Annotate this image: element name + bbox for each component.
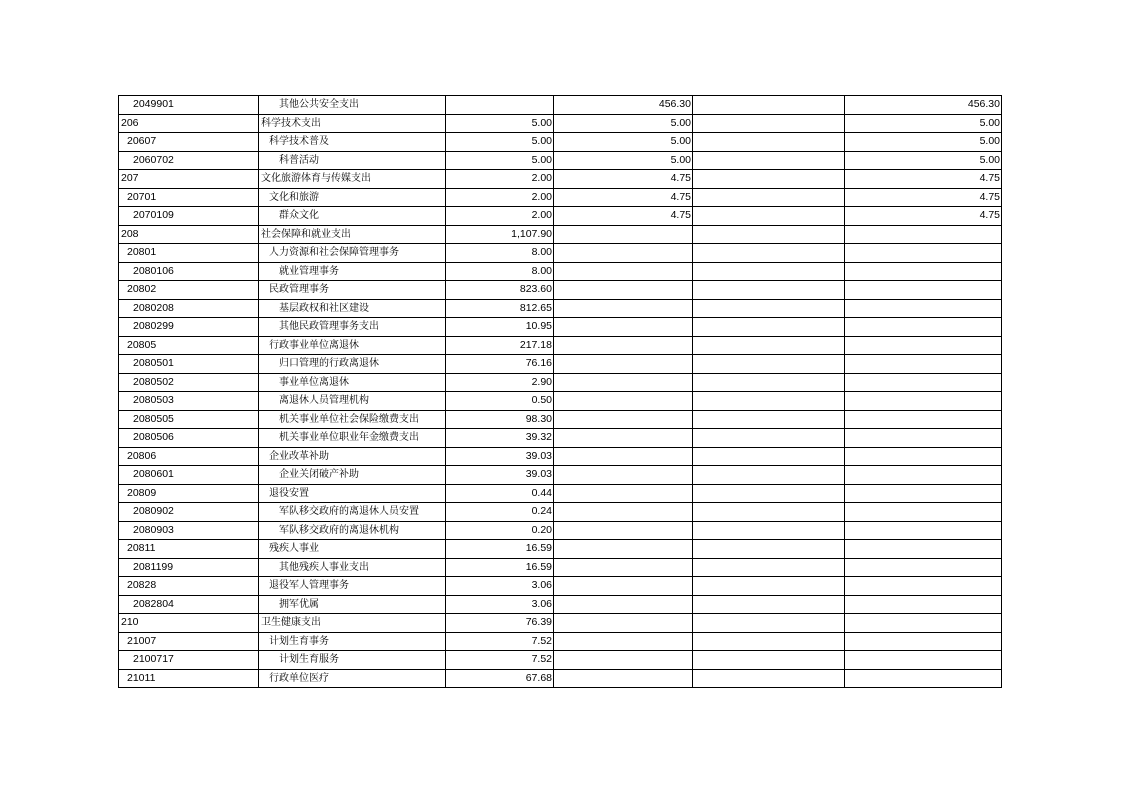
amount-col4-cell: 4.75	[845, 188, 1002, 207]
amount-col4-cell	[845, 614, 1002, 633]
amount-col1-cell: 0.44	[446, 484, 554, 503]
amount-col3-cell	[693, 447, 845, 466]
amount-col3-cell	[693, 170, 845, 189]
amount-col3-cell	[693, 558, 845, 577]
amount-col1-cell: 217.18	[446, 336, 554, 355]
amount-col1-cell: 39.32	[446, 429, 554, 448]
account-code-cell: 2081199	[119, 558, 259, 577]
table-row	[119, 392, 1002, 411]
table-row	[119, 133, 1002, 152]
amount-col4-cell	[845, 466, 1002, 485]
account-name-cell: 企业改革补助	[259, 447, 446, 466]
amount-col4-cell	[845, 429, 1002, 448]
amount-col2-cell: 4.75	[554, 207, 693, 226]
amount-col1-cell: 2.00	[446, 170, 554, 189]
amount-col2-cell: 456.30	[554, 96, 693, 115]
account-name-cell: 拥军优属	[259, 595, 446, 614]
amount-col2-cell	[554, 429, 693, 448]
amount-col2-cell	[554, 558, 693, 577]
amount-col2-cell	[554, 299, 693, 318]
amount-col2-cell	[554, 336, 693, 355]
account-name-cell: 就业管理事务	[259, 262, 446, 281]
table-row	[119, 503, 1002, 522]
account-code-cell: 20701	[119, 188, 259, 207]
account-code-cell: 2080503	[119, 392, 259, 411]
table-row	[119, 262, 1002, 281]
table-row	[119, 355, 1002, 374]
amount-col2-cell	[554, 447, 693, 466]
amount-col4-cell	[845, 669, 1002, 688]
amount-col2-cell	[554, 577, 693, 596]
account-name-cell: 群众文化	[259, 207, 446, 226]
amount-col1-cell: 10.95	[446, 318, 554, 337]
amount-col4-cell	[845, 651, 1002, 670]
amount-col1-cell: 5.00	[446, 151, 554, 170]
account-name-cell: 基层政权和社区建设	[259, 299, 446, 318]
amount-col2-cell	[554, 392, 693, 411]
amount-col2-cell	[554, 595, 693, 614]
table-row	[119, 188, 1002, 207]
amount-col4-cell: 4.75	[845, 170, 1002, 189]
account-code-cell: 20828	[119, 577, 259, 596]
amount-col4-cell	[845, 558, 1002, 577]
amount-col3-cell	[693, 577, 845, 596]
amount-col4-cell: 5.00	[845, 133, 1002, 152]
amount-col4-cell	[845, 373, 1002, 392]
amount-col3-cell	[693, 151, 845, 170]
amount-col2-cell	[554, 373, 693, 392]
account-name-cell: 机关事业单位职业年金缴费支出	[259, 429, 446, 448]
account-name-cell: 科普活动	[259, 151, 446, 170]
amount-col3-cell	[693, 540, 845, 559]
amount-col1-cell: 2.00	[446, 188, 554, 207]
amount-col4-cell	[845, 299, 1002, 318]
amount-col3-cell	[693, 669, 845, 688]
amount-col1-cell: 76.16	[446, 355, 554, 374]
amount-col4-cell	[845, 595, 1002, 614]
account-name-cell: 军队移交政府的离退休人员安置	[259, 503, 446, 522]
account-code-cell: 2080505	[119, 410, 259, 429]
amount-col2-cell	[554, 669, 693, 688]
amount-col2-cell	[554, 521, 693, 540]
amount-col4-cell	[845, 355, 1002, 374]
table-row	[119, 207, 1002, 226]
table-row	[119, 577, 1002, 596]
table-row	[119, 632, 1002, 651]
account-name-cell: 其他公共安全支出	[259, 96, 446, 115]
account-code-cell: 21011	[119, 669, 259, 688]
amount-col4-cell	[845, 410, 1002, 429]
account-code-cell: 2080903	[119, 521, 259, 540]
table-row	[119, 558, 1002, 577]
amount-col3-cell	[693, 336, 845, 355]
amount-col3-cell	[693, 595, 845, 614]
table-row	[119, 151, 1002, 170]
amount-col2-cell: 5.00	[554, 114, 693, 133]
amount-col4-cell	[845, 336, 1002, 355]
amount-col2-cell	[554, 318, 693, 337]
account-code-cell: 210	[119, 614, 259, 633]
account-name-cell: 科学技术支出	[259, 114, 446, 133]
amount-col1-cell: 16.59	[446, 540, 554, 559]
amount-col4-cell	[845, 262, 1002, 281]
account-code-cell: 2100717	[119, 651, 259, 670]
account-name-cell: 卫生健康支出	[259, 614, 446, 633]
table-row	[119, 336, 1002, 355]
account-code-cell: 20806	[119, 447, 259, 466]
table-row	[119, 281, 1002, 300]
amount-col3-cell	[693, 318, 845, 337]
table-row	[119, 614, 1002, 633]
account-name-cell: 离退休人员管理机构	[259, 392, 446, 411]
account-code-cell: 208	[119, 225, 259, 244]
table-row	[119, 244, 1002, 263]
amount-col2-cell	[554, 503, 693, 522]
amount-col1-cell: 39.03	[446, 447, 554, 466]
amount-col2-cell	[554, 632, 693, 651]
table-row	[119, 225, 1002, 244]
amount-col3-cell	[693, 614, 845, 633]
amount-col4-cell: 5.00	[845, 114, 1002, 133]
table-row	[119, 170, 1002, 189]
account-code-cell: 2070109	[119, 207, 259, 226]
amount-col3-cell	[693, 484, 845, 503]
amount-col2-cell	[554, 244, 693, 263]
amount-col1-cell: 1,107.90	[446, 225, 554, 244]
amount-col3-cell	[693, 225, 845, 244]
amount-col1-cell: 7.52	[446, 651, 554, 670]
account-name-cell: 文化旅游体育与传媒支出	[259, 170, 446, 189]
amount-col3-cell	[693, 632, 845, 651]
amount-col1-cell: 5.00	[446, 114, 554, 133]
account-code-cell: 2080299	[119, 318, 259, 337]
amount-col3-cell	[693, 651, 845, 670]
amount-col4-cell	[845, 632, 1002, 651]
amount-col2-cell	[554, 355, 693, 374]
amount-col2-cell: 4.75	[554, 188, 693, 207]
amount-col1-cell: 2.00	[446, 207, 554, 226]
account-code-cell: 2080501	[119, 355, 259, 374]
account-code-cell: 20802	[119, 281, 259, 300]
amount-col4-cell: 4.75	[845, 207, 1002, 226]
amount-col1-cell: 0.24	[446, 503, 554, 522]
amount-col1-cell: 3.06	[446, 595, 554, 614]
amount-col4-cell	[845, 225, 1002, 244]
amount-col2-cell	[554, 614, 693, 633]
account-name-cell: 计划生育服务	[259, 651, 446, 670]
amount-col1-cell: 67.68	[446, 669, 554, 688]
amount-col3-cell	[693, 244, 845, 263]
account-code-cell: 20805	[119, 336, 259, 355]
amount-col4-cell	[845, 540, 1002, 559]
amount-col4-cell	[845, 503, 1002, 522]
amount-col3-cell	[693, 262, 845, 281]
amount-col4-cell	[845, 484, 1002, 503]
amount-col1-cell: 16.59	[446, 558, 554, 577]
amount-col3-cell	[693, 281, 845, 300]
account-code-cell: 2060702	[119, 151, 259, 170]
amount-col4-cell: 456.30	[845, 96, 1002, 115]
account-name-cell: 文化和旅游	[259, 188, 446, 207]
account-code-cell: 2082804	[119, 595, 259, 614]
account-name-cell: 人力资源和社会保障管理事务	[259, 244, 446, 263]
table-row	[119, 447, 1002, 466]
amount-col1-cell: 0.50	[446, 392, 554, 411]
amount-col3-cell	[693, 392, 845, 411]
amount-col2-cell: 5.00	[554, 133, 693, 152]
amount-col1-cell	[446, 96, 554, 115]
table-row	[119, 521, 1002, 540]
amount-col3-cell	[693, 133, 845, 152]
account-name-cell: 归口管理的行政离退休	[259, 355, 446, 374]
table-row	[119, 373, 1002, 392]
account-name-cell: 企业关闭破产补助	[259, 466, 446, 485]
account-code-cell: 206	[119, 114, 259, 133]
amount-col1-cell: 812.65	[446, 299, 554, 318]
account-name-cell: 军队移交政府的离退休机构	[259, 521, 446, 540]
amount-col3-cell	[693, 373, 845, 392]
account-name-cell: 民政管理事务	[259, 281, 446, 300]
amount-col4-cell	[845, 244, 1002, 263]
table-row	[119, 595, 1002, 614]
account-name-cell: 科学技术普及	[259, 133, 446, 152]
amount-col4-cell	[845, 392, 1002, 411]
amount-col4-cell	[845, 521, 1002, 540]
account-name-cell: 机关事业单位社会保险缴费支出	[259, 410, 446, 429]
amount-col3-cell	[693, 503, 845, 522]
table-row	[119, 318, 1002, 337]
amount-col4-cell	[845, 318, 1002, 337]
amount-col1-cell: 39.03	[446, 466, 554, 485]
amount-col2-cell: 4.75	[554, 170, 693, 189]
table-row	[119, 466, 1002, 485]
amount-col2-cell: 5.00	[554, 151, 693, 170]
account-code-cell: 20607	[119, 133, 259, 152]
amount-col3-cell	[693, 188, 845, 207]
table-row	[119, 96, 1002, 115]
account-name-cell: 行政单位医疗	[259, 669, 446, 688]
amount-col4-cell	[845, 577, 1002, 596]
amount-col2-cell	[554, 466, 693, 485]
amount-col1-cell: 76.39	[446, 614, 554, 633]
amount-col1-cell: 5.00	[446, 133, 554, 152]
account-code-cell: 2080902	[119, 503, 259, 522]
amount-col1-cell: 98.30	[446, 410, 554, 429]
amount-col3-cell	[693, 521, 845, 540]
account-code-cell: 2049901	[119, 96, 259, 115]
amount-col2-cell	[554, 651, 693, 670]
amount-col2-cell	[554, 281, 693, 300]
amount-col4-cell	[845, 447, 1002, 466]
account-code-cell: 207	[119, 170, 259, 189]
amount-col3-cell	[693, 114, 845, 133]
amount-col3-cell	[693, 466, 845, 485]
amount-col3-cell	[693, 299, 845, 318]
table-row	[119, 540, 1002, 559]
amount-col4-cell: 5.00	[845, 151, 1002, 170]
account-name-cell: 行政事业单位离退休	[259, 336, 446, 355]
account-code-cell: 2080502	[119, 373, 259, 392]
amount-col1-cell: 0.20	[446, 521, 554, 540]
account-name-cell: 退役军人管理事务	[259, 577, 446, 596]
account-name-cell: 其他残疾人事业支出	[259, 558, 446, 577]
amount-col1-cell: 7.52	[446, 632, 554, 651]
table-row	[119, 669, 1002, 688]
account-code-cell: 2080506	[119, 429, 259, 448]
account-name-cell: 残疾人事业	[259, 540, 446, 559]
amount-col2-cell	[554, 410, 693, 429]
table-row	[119, 429, 1002, 448]
amount-col1-cell: 3.06	[446, 577, 554, 596]
account-name-cell: 计划生育事务	[259, 632, 446, 651]
table-row	[119, 410, 1002, 429]
table-row	[119, 114, 1002, 133]
account-code-cell: 20811	[119, 540, 259, 559]
amount-col3-cell	[693, 410, 845, 429]
amount-col1-cell: 823.60	[446, 281, 554, 300]
table-row	[119, 484, 1002, 503]
account-code-cell: 2080208	[119, 299, 259, 318]
amount-col2-cell	[554, 540, 693, 559]
table-row	[119, 651, 1002, 670]
amount-col1-cell: 8.00	[446, 244, 554, 263]
account-name-cell: 其他民政管理事务支出	[259, 318, 446, 337]
account-code-cell: 2080601	[119, 466, 259, 485]
account-code-cell: 21007	[119, 632, 259, 651]
account-code-cell: 2080106	[119, 262, 259, 281]
amount-col2-cell	[554, 262, 693, 281]
amount-col1-cell: 2.90	[446, 373, 554, 392]
amount-col2-cell	[554, 484, 693, 503]
table-row	[119, 299, 1002, 318]
amount-col2-cell	[554, 225, 693, 244]
amount-col4-cell	[845, 281, 1002, 300]
amount-col3-cell	[693, 429, 845, 448]
account-name-cell: 事业单位离退休	[259, 373, 446, 392]
account-code-cell: 20801	[119, 244, 259, 263]
budget-table	[118, 95, 1002, 688]
account-name-cell: 退役安置	[259, 484, 446, 503]
amount-col1-cell: 8.00	[446, 262, 554, 281]
amount-col3-cell	[693, 207, 845, 226]
account-name-cell: 社会保障和就业支出	[259, 225, 446, 244]
account-code-cell: 20809	[119, 484, 259, 503]
amount-col3-cell	[693, 355, 845, 374]
amount-col3-cell	[693, 96, 845, 115]
